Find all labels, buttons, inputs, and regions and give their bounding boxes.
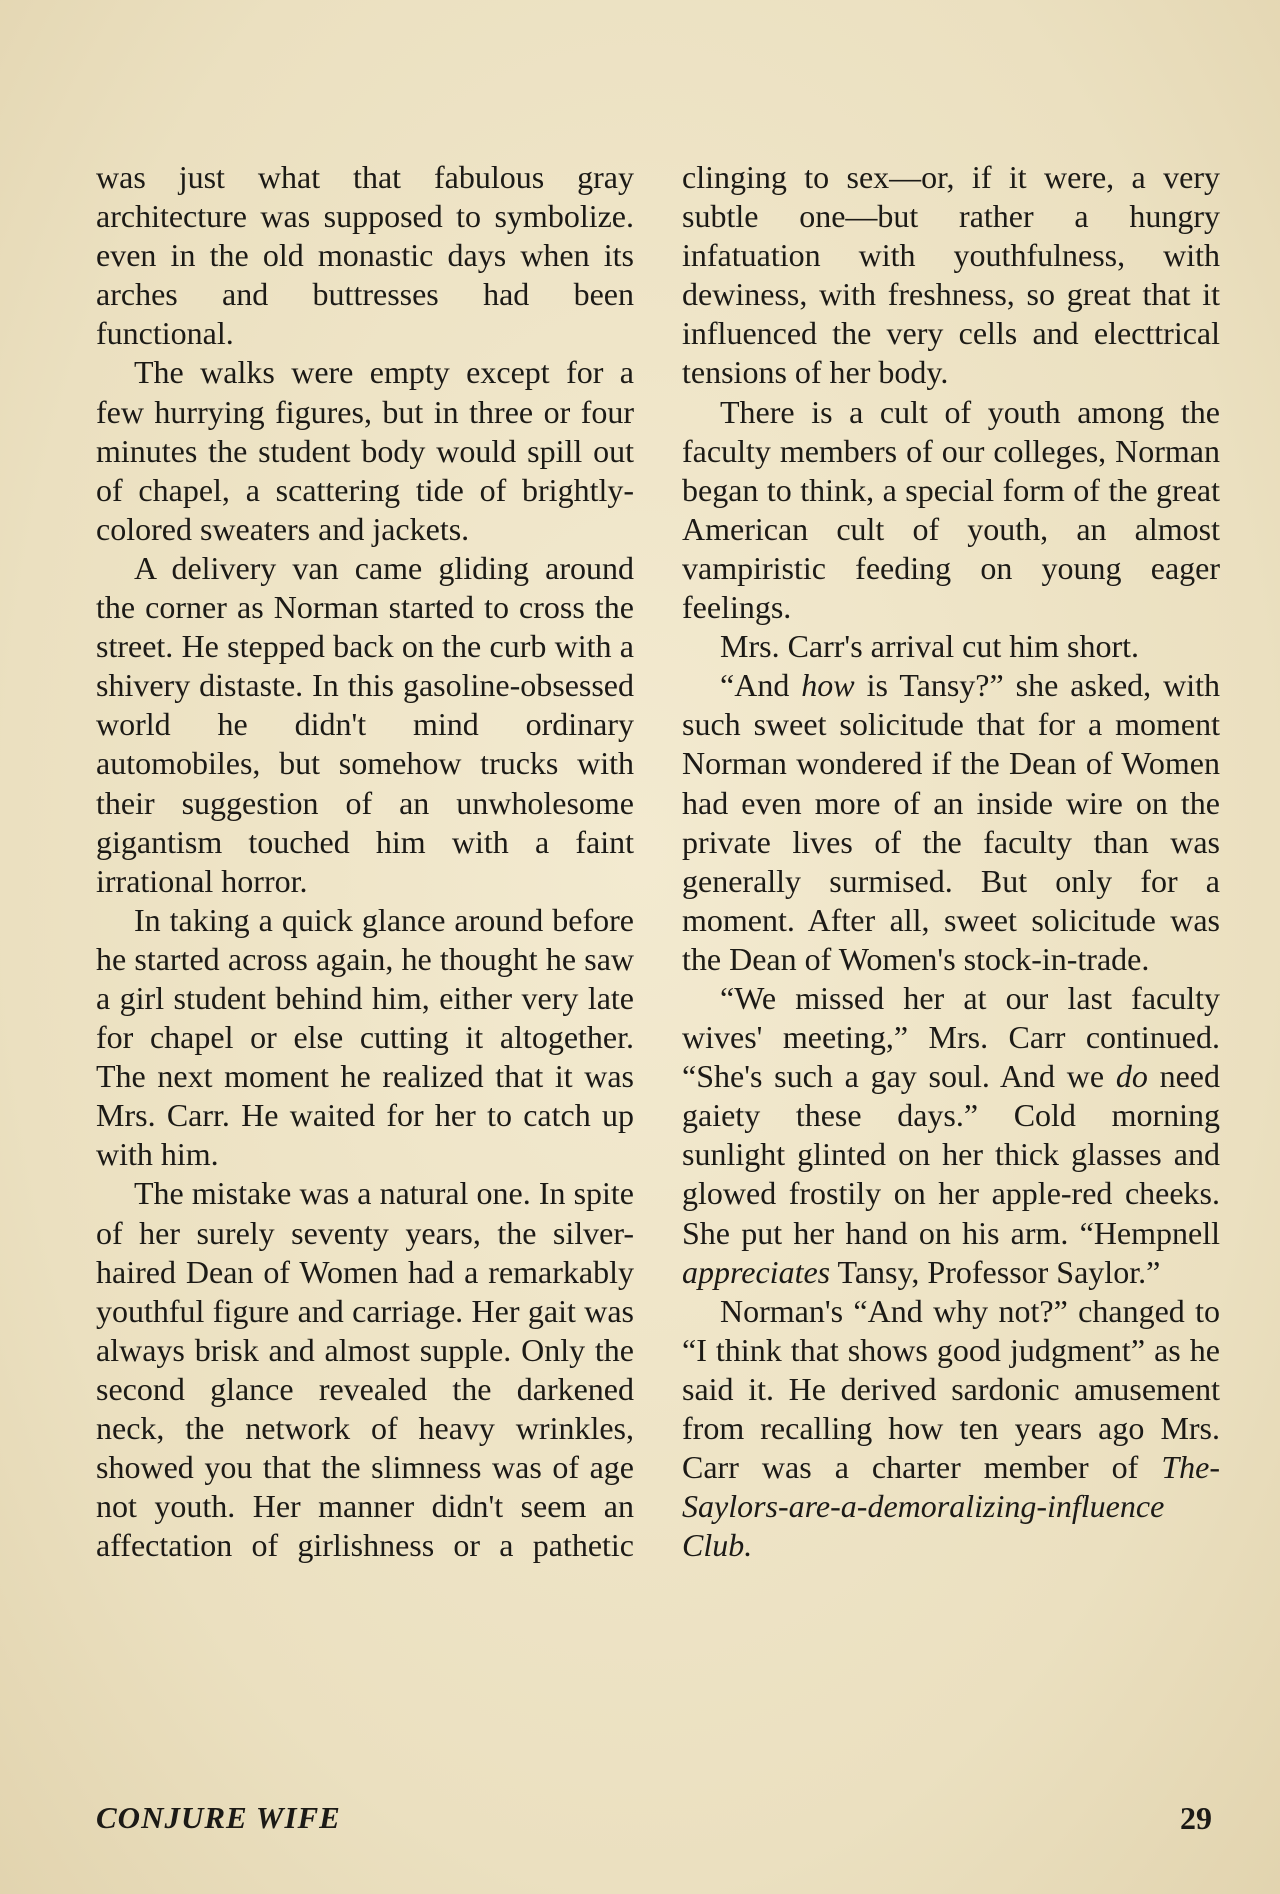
paragraph <box>682 666 1220 979</box>
text-run: is Tansy?” she asked, with such sweet solicitude that for a moment Norman wondered if the Dean of Women had even more of an inside wire on the private lives of the faculty than was generally surmised. But only for a moment. After all, sweet solicitude was the Dean of Women's stock-in-trade. <box>682 667 1221 977</box>
paragraph: The mistake was a natural one. In spite of her surely seventy years, the silver-haired Dean of Women had a remarkably youthful figure and carriage. Her gait was always brisk and almost supple. Only the second glance revealed the darkened neck, the network of heavy wrinkles, showed you that the slimness was of age not youth. Her manner didn't seem an affectation of girlishness or a pathetic <box>96 1175 634 1564</box>
emphasis: how <box>801 667 855 704</box>
right-text-column <box>682 158 1220 1565</box>
text-run: Tansy, Professor Saylor.” <box>830 1253 1161 1290</box>
text-run: need gaiety these days.” Cold morning sunlight glinted on her thick glasses and glowed frostily on her apple-red cheeks. She put her hand on his arm. “Hempnell <box>682 1058 1221 1251</box>
paragraph: The walks were empty except for a few hurrying figures, but in three or four minutes the student body would spill out of chapel, a scattering tide of brightly-colored sweaters and jackets. <box>96 354 634 547</box>
paragraph: In taking a quick glance around before he started across again, he thought he saw a girl student behind him, either very late for chapel or else cutting it altogether. The next moment he realized that it was Mrs. Carr. He waited for her to catch up with him. <box>96 901 634 1173</box>
text-run: Norman's “And why not?” changed to “I think that shows good judgment” as he said it. He derived sardonic amusement from recalling how ten years ago Mrs. Carr was a charter member of <box>682 1292 1220 1486</box>
paragraph: A delivery van came gliding around the corner as Norman started to cross the street. He stepped back on the curb with a shivery distaste. In this gasoline-obsessed world he didn't mind ordinary automobiles, but somehow trucks with their suggestion of an unwholesome gigantism touched him with a faint irrational horror. <box>96 549 634 899</box>
emphasis: The-Saylors-are-a-demoralizing-influence Club. <box>682 1449 1220 1564</box>
emphasis: appreciates <box>682 1253 831 1290</box>
left-text-column <box>96 158 634 1565</box>
paragraph: There is a cult of youth among the faculty members of our colleges, Norman began to think, a special form of the great American cult of youth, an almost vampiristic feeding on young eager feelings. <box>682 393 1220 626</box>
paragraph <box>682 979 1220 1292</box>
running-footer-title: CONJURE WIFE <box>96 1800 341 1835</box>
paragraph: clinging to sex—or, if it were, a very subtle one—but rather a hungry infatuation with youthfulness, with dewiness, with freshness, so great that it influenced the very cells and electtrical tensions of her body. <box>682 159 1220 391</box>
paragraph: Mrs. Carr's arrival cut him short. <box>720 628 1140 665</box>
paragraph <box>682 1292 1220 1566</box>
emphasis: do <box>1115 1058 1148 1095</box>
page-number: 29 <box>1180 1800 1212 1836</box>
text-run: “We missed her at our last faculty wives' meeting,” Mrs. Carr continued. “She's such a gay soul. And we <box>682 979 1220 1095</box>
text-run: “And <box>720 667 802 704</box>
paragraph: was just what that fabulous gray architecture was supposed to symbolize. even in the old monastic days when its arches and buttresses had been functional. <box>96 159 634 352</box>
